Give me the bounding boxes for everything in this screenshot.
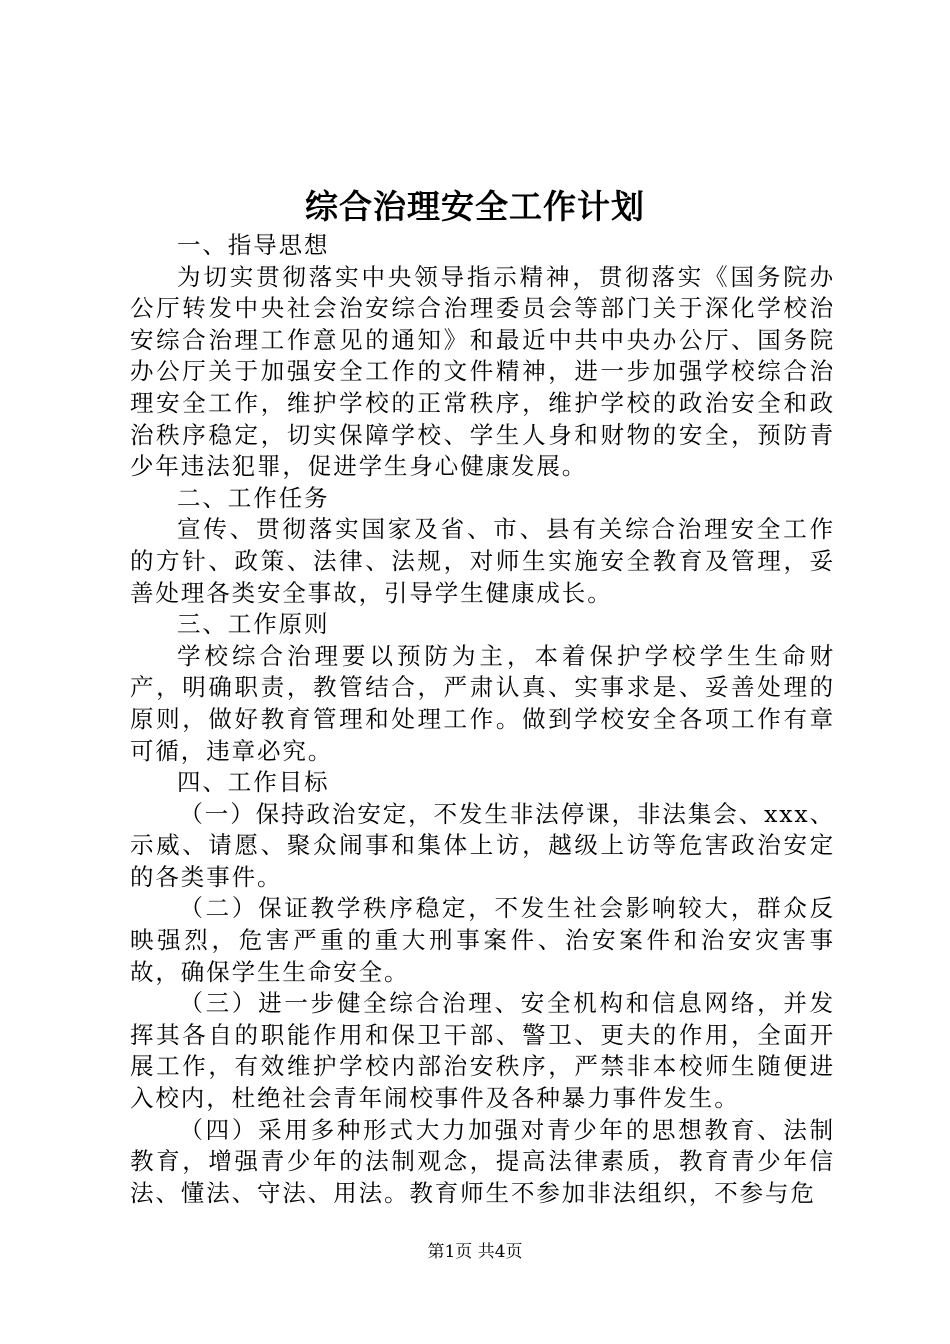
page-number-footer: 第1页 共4页 [427,1242,523,1262]
goal-item-2: （二）保证教学秩序稳定，不发生社会影响较大，群众反映强烈，危害严重的重大刑事案件、治安案件和治安灾害事故，确保学生生命安全。 [130,894,835,986]
section-heading-work-principles: 三、工作原则 [177,610,330,639]
section-heading-work-tasks: 二、工作任务 [177,483,330,512]
paragraph-guiding-ideology: 为切实贯彻落实中央领导指示精神，贯彻落实《国务院办公厅转发中央社会治安综合治理委员会等部门关于深化学校治安综合治理工作意见的通知》和最近中共中央办公厅、国务院办公厅关于加强安全工作的文件精神，进一步加强学校综合治理安全工作，维护学校的正常秩序，维护学校的政治安全和政治秩序稳定，切实保障学校、学生人身和财物的安全，预防青少年违法犯罪，促进学生身心健康发展。 [130,262,835,481]
paragraph-work-tasks: 宣传、贯彻落实国家及省、市、县有关综合治理安全工作的方针、政策、法律、法规，对师生实施安全教育及管理，妥善处理各类安全事故，引导学生健康成长。 [130,515,835,607]
goal-item-4: （四）采用多种形式大力加强对青少年的思想教育、法制教育，增强青少年的法制观念，提高法律素质，教育青少年信法、懂法、守法、用法。教育师生不参加非法组织，不参与危 [130,1115,835,1207]
document-title: 综合治理安全工作计划 [305,187,645,226]
document-body [130,230,835,1209]
paragraph-work-principles: 学校综合治理要以预防为主，本着保护学校学生生命财产，明确职责，教管结合，严肃认真、实事求是、妥善处理的原则，做好教育管理和处理工作。做到学校安全各项工作有章可循，违章必究。 [130,641,835,765]
goal-item-3: （三）进一步健全综合治理、安全机构和信息网络，并发挥其各自的职能作用和保卫干部、警卫、更夫的作用，全面开展工作，有效维护学校内部治安秩序，严禁非本校师生随便进入校内，杜绝社会青年闹校事件及各种暴力事件发生。 [130,989,835,1113]
section-heading-work-goals: 四、工作目标 [177,768,330,797]
section-heading-guiding-ideology: 一、指导思想 [177,231,330,259]
goal-item-1: （一）保持政治安定，不发生非法停课，非法集会、xxx、示威、请愿、聚众闹事和集体上访，越级上访等危害政治安定的各类事件。 [130,799,835,891]
